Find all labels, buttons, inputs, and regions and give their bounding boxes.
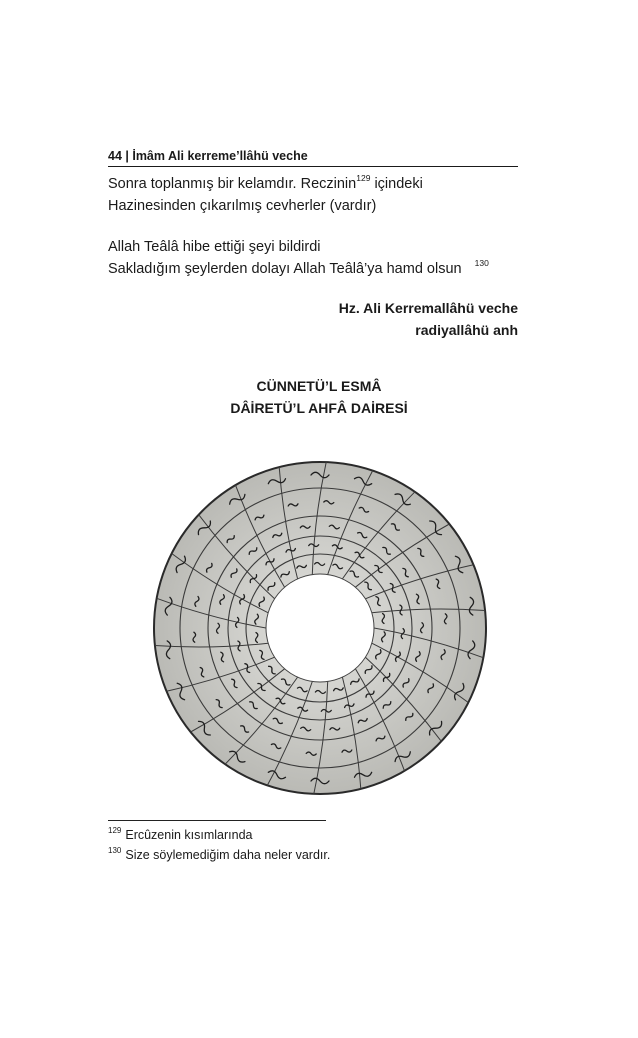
footnote-ref-129[interactable]: 129	[356, 173, 371, 183]
running-header: 44 | İmâm Ali kerreme’llâhü veche	[108, 149, 518, 167]
circular-diagram-image	[150, 458, 490, 798]
footnote-number: 129	[108, 826, 122, 835]
poem-stanza-1	[108, 173, 423, 217]
footnote-text: Size söylemediğim daha neler vardır.	[125, 848, 331, 862]
footnote-129	[108, 826, 253, 844]
footnote-ref-130[interactable]: 130	[474, 258, 489, 268]
poem-line-1-tail: içindeki	[370, 176, 423, 192]
poem-line-1-text: Sonra toplanmış bir kelamdır. Reczinin	[108, 176, 357, 192]
footnote-separator	[108, 820, 326, 821]
signature-line-1: Hz. Ali Kerremallâhü veche	[338, 300, 518, 316]
author-signature	[339, 297, 518, 341]
diagram-title-line-1: CÜNNETÜ’L ESMÂ	[256, 378, 382, 394]
poem-line-2: Hazinesinden çıkarılmış cevherler (vardır)	[108, 198, 377, 214]
footnote-130	[108, 846, 330, 864]
poem-line-3: Allah Teâlâ hibe ettiği şeyi bildirdi	[108, 239, 321, 255]
footnote-number: 130	[108, 846, 122, 855]
footnote-text: Ercûzenin kısımlarında	[125, 828, 253, 842]
poem-line-4: Sakladığım şeylerden dolayı Allah Teâlâ’ya hamd olsun	[108, 261, 462, 277]
center-hole	[266, 574, 374, 682]
signature-line-2: radiyallâhü anh	[415, 322, 518, 338]
diagram-title-line-2: DÂİRETÜ’L AHFÂ DAİRESİ	[230, 400, 408, 416]
diagram-title	[0, 375, 638, 419]
poem-stanza-2	[108, 236, 489, 280]
